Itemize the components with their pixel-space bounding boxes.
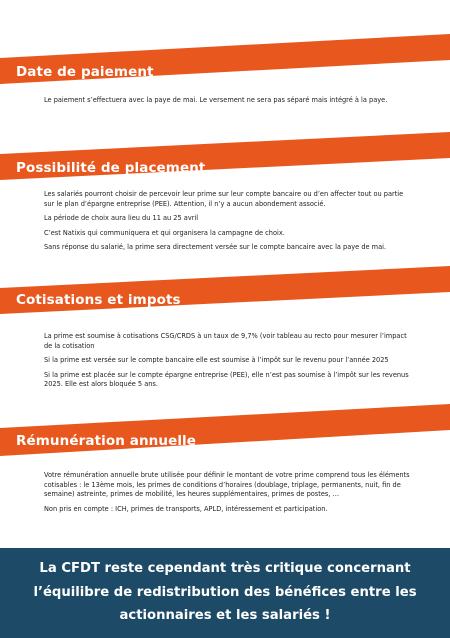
section-title: Cotisations et impots [16, 292, 181, 308]
paragraph: Non pris en compte : ICH, primes de transports, APLD, intéressement et participation. [44, 504, 328, 513]
paragraph: Le paiement s’effectuera avec la paye de mai. Le versement ne sera pas séparé mais intégré à la paye. [44, 96, 388, 104]
paragraph: C’est Natixis qui communiquera et qui organisera la campagne de choix. [44, 228, 285, 237]
paragraph: Sans réponse du salarié, la prime sera directement versée sur le compte bancaire avec la paye de mai. [44, 243, 387, 252]
section-title: Rémunération annuelle [16, 433, 197, 449]
footer-line: l’équilibre de redistribution des bénéfices entre les [33, 584, 417, 600]
section-title: Possibilité de placement [16, 160, 206, 176]
paragraph: Les salariés pourront choisir de percevoir leur prime sur leur compte bancaire ou d’en affecter tout ou partie sur le plan d’épargne entreprise (PEE). Attention, il n’y a aucun abondement associé. [44, 190, 404, 208]
paragraph: La période de choix aura lieu du 11 au 25 avril [44, 214, 199, 223]
section-banner [0, 128, 450, 188]
footer-line: La CFDT reste cependant très critique concernant [39, 561, 411, 576]
section-body [44, 96, 410, 111]
section-banner [0, 262, 450, 322]
footer-callout [0, 548, 450, 638]
paragraph: La prime est soumise à cotisations CSG/CRDS à un taux de 9,7% (voir tableau au recto pour mesurer l’impact de la cotisation [44, 332, 407, 350]
section-body [44, 471, 410, 519]
paragraph: Si la prime est versée sur le compte bancaire elle est soumise à l’impôt sur le revenu pour l’année 2025 [44, 356, 389, 365]
section-body [44, 332, 410, 395]
paragraph: Si la prime est placée sur le compte épargne entreprise (PEE), elle n’est pas soumise à l’impôt sur les revenus 2025. Elle est alors bloquée 5 ans. [44, 370, 409, 389]
section-banner [0, 30, 450, 90]
paragraph: Votre rémunération annuelle brute utilisée pour définir le montant de votre prime comprend tous les éléments cotisables : le 13ème mois, les primes de conditions d’horaires (doublage, triplage, permanents, nuit, fin de semaine) astreinte, primes de mobilité, les heures supplémentaires, primes de postes, … [44, 471, 410, 499]
section-title: Date de paiement [16, 64, 154, 80]
footer-line: actionnaires et les salariés ! [119, 608, 331, 623]
section-body [44, 190, 410, 258]
section-banner [0, 400, 450, 460]
